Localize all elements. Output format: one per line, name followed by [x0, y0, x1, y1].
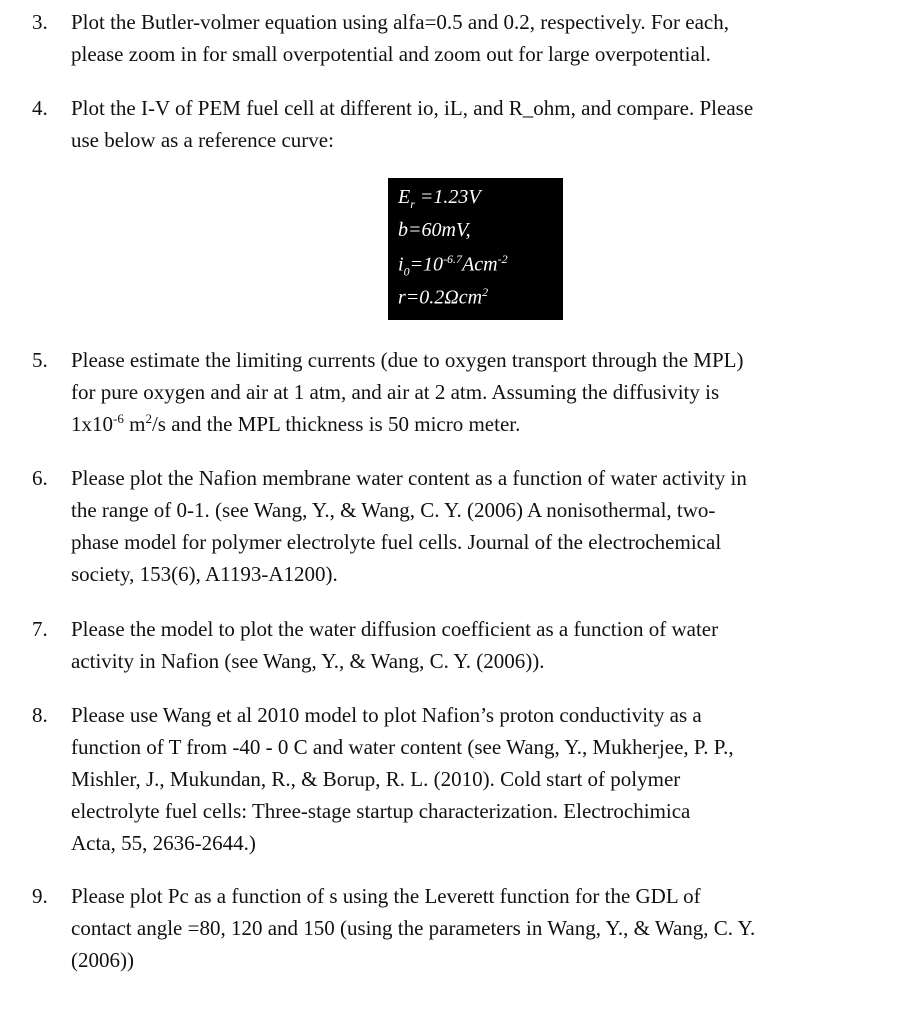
item-text-line: contact angle =80, 120 and 150 (using the parameters in Wang, Y., & Wang, C. Y. [71, 916, 756, 940]
item-text-line: use below as a reference curve: [71, 128, 334, 152]
param-b [398, 219, 471, 242]
diffusivity-mantissa: 1x10 [71, 412, 113, 436]
item-text-line: for pure oxygen and air at 1 atm, and air at 2 atm. Assuming the diffusivity is [71, 380, 720, 404]
item-number: 6. [32, 466, 48, 490]
item-text-line: society, 153(6), A1193-A1200). [71, 562, 338, 586]
param-r-value: r=0.2Ωcm [398, 286, 483, 309]
item-text-line: electrolyte fuel cells: Three-stage startup characterization. Electrochimica [71, 799, 691, 823]
item-number: 7. [32, 617, 48, 641]
item-text-line: Please use Wang et al 2010 model to plot Nafion’s proton conductivity as a [71, 703, 702, 727]
item-text-line: (2006)) [71, 948, 134, 972]
item-number: 3. [32, 10, 48, 34]
reference-parameters-box [388, 178, 563, 320]
item-text-line: Please estimate the limiting currents (due to oxygen transport through the MPL) [71, 348, 744, 372]
item-text-line: phase model for polymer electrolyte fuel cells. Journal of the electrochemical [71, 530, 722, 554]
param-r-exponent: 2 [482, 285, 489, 299]
item-text-line: Mishler, J., Mukundan, R., & Borup, R. L. (2010). Cold start of polymer [71, 767, 681, 791]
item-text-line: Acta, 55, 2636-2644.) [71, 831, 256, 855]
item-text-line: please zoom in for small overpotential and zoom out for large overpotential. [71, 42, 711, 66]
item-number: 5. [32, 348, 48, 372]
item-number: 9. [32, 884, 48, 908]
item-text-line: activity in Nafion (see Wang, Y., & Wang, C. Y. (2006)). [71, 649, 545, 673]
item-number: 8. [32, 703, 48, 727]
diffusivity-exponent: -6 [113, 411, 124, 426]
item-number: 4. [32, 96, 48, 120]
param-er-subscript: r [410, 197, 415, 211]
item-text-line: function of T from -40 - 0 C and water content (see Wang, Y., Mukherjee, P. P., [71, 735, 734, 759]
item-text-line [71, 409, 520, 441]
item-text-line: the range of 0-1. (see Wang, Y., & Wang, C. Y. (2006) A nonisothermal, two- [71, 498, 716, 522]
param-er-value: =1.23V [414, 186, 481, 208]
item-text-line: Please the model to plot the water diffusion coefficient as a function of water [71, 617, 719, 641]
param-i0 [398, 252, 508, 280]
param-r [398, 285, 488, 310]
item-text-tail: /s and the MPL thickness is 50 micro meter. [151, 412, 521, 436]
param-i0-subscript: 0 [403, 264, 410, 279]
item-text-line: Please plot the Nafion membrane water content as a function of water activity in [71, 466, 747, 490]
param-i0-unit-exponent: -2 [497, 252, 508, 266]
diffusivity-unit-exponent: 2 [145, 411, 152, 426]
item-text-line: Plot the Butler-volmer equation using alfa=0.5 and 0.2, respectively. For each, [71, 10, 729, 34]
param-er [398, 186, 481, 212]
item-text-line: Please plot Pc as a function of s using the Leverett function for the GDL of [71, 884, 701, 908]
param-i0-unit: Acm [462, 253, 498, 276]
param-er-symbol: E [398, 186, 411, 208]
item-text-line: Plot the I-V of PEM fuel cell at different io, iL, and R_ohm, and compare. Please [71, 96, 754, 120]
param-i0-symbol: i [398, 253, 404, 276]
param-i0-value: =10 [409, 253, 444, 276]
diffusivity-unit: m [123, 412, 146, 436]
param-b-value: b=60mV, [398, 219, 471, 241]
param-i0-exponent: -6.7 [443, 252, 463, 266]
